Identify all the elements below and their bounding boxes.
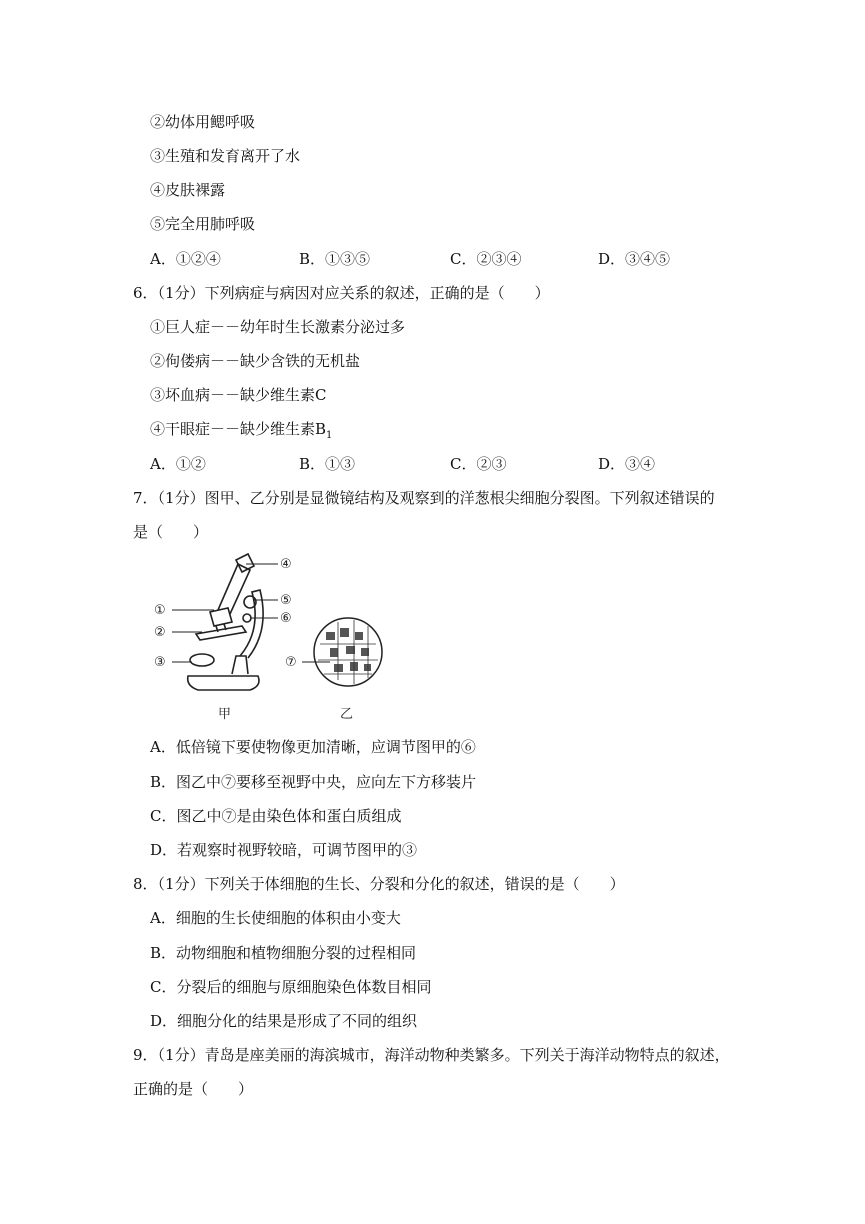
q9-stem-line1: 9．（1分）青岛是座美丽的海滨城市，海洋动物种类繁多。下列关于海洋动物特点的叙述， (133, 1046, 730, 1064)
q6-option-a: A．①② (150, 455, 206, 473)
q6-item-4-subscript: 1 (326, 430, 333, 441)
label-3: ③ (154, 655, 166, 670)
q5-option-a: A．①②④ (150, 250, 221, 268)
microscope-nosepiece (210, 608, 232, 626)
q5-option-c: C．②③④ (450, 250, 522, 268)
microscope-drawing (188, 554, 263, 690)
q6-item-4 (150, 419, 332, 446)
label-1: ① (154, 603, 166, 618)
microscope-eyepiece (236, 554, 254, 572)
microscope-stage (196, 626, 246, 640)
label-4: ④ (280, 557, 292, 572)
q8-option-a: A．细胞的生长使细胞的体积由小变大 (150, 909, 401, 927)
q7-option-a: A．低倍镜下要使物像更加清晰，应调节图甲的⑥ (150, 738, 476, 756)
cell-nuclei (326, 628, 371, 672)
label-5: ⑤ (280, 593, 292, 608)
q9-stem-line2: 正确的是（ ） (133, 1080, 254, 1098)
figure-labels (154, 557, 353, 722)
microscope-base (188, 676, 259, 690)
label-2: ② (154, 625, 166, 640)
q6-option-c: C．②③ (450, 455, 507, 473)
q5-item-4: ④皮肤裸露 (150, 181, 226, 199)
fine-focus-knob (243, 614, 251, 622)
q5-option-d: D．③④⑤ (598, 250, 671, 268)
q7-option-d: D．若观察时视野较暗，可调节图甲的③ (150, 841, 418, 859)
q7-stem-line2: 是（ ） (133, 523, 209, 541)
cell-field (314, 618, 382, 686)
label-6: ⑥ (280, 611, 292, 626)
q5-item-2: ②幼体用鳃呼吸 (150, 113, 256, 131)
q5-option-b: B．①③⑤ (299, 250, 371, 268)
caption-jia: 甲 (218, 707, 232, 722)
microscope-figure (150, 552, 390, 722)
q6-item-4-text: ④干眼症－－缺少维生素B (150, 420, 327, 438)
q8-option-b: B．动物细胞和植物细胞分裂的过程相同 (150, 944, 417, 962)
q7-option-b: B．图乙中⑦要移至视野中央，应向左下方移装片 (150, 773, 477, 791)
q6-item-3: ③坏血病－－缺少维生素C (150, 386, 327, 404)
q8-option-d: D．细胞分化的结果是形成了不同的组织 (150, 1012, 418, 1030)
q6-item-2: ②佝偻病－－缺少含铁的无机盐 (150, 352, 361, 370)
q7-option-c: C．图乙中⑦是由染色体和蛋白质组成 (150, 807, 402, 825)
label-leaders (172, 564, 330, 662)
q6-option-d: D．③④ (598, 455, 656, 473)
caption-yi: 乙 (340, 707, 354, 722)
microscope-mirror (190, 654, 214, 666)
q5-item-3: ③生殖和发育离开了水 (150, 147, 301, 165)
q7-stem-line1: 7．（1分）图甲、乙分别是显微镜结构及观察到的洋葱根尖细胞分裂图。下列叙述错误的 (133, 489, 715, 507)
q8-option-c: C．分裂后的细胞与原细胞染色体数目相同 (150, 978, 432, 996)
microscope-pillar (232, 656, 248, 674)
q6-item-1: ①巨人症－－幼年时生长激素分泌过多 (150, 318, 406, 336)
q5-item-5: ⑤完全用肺呼吸 (150, 215, 256, 233)
q6-stem: 6．（1分）下列病症与病因对应关系的叙述，正确的是（ ） (133, 284, 550, 302)
q8-stem: 8．（1分）下列关于体细胞的生长、分裂和分化的叙述，错误的是（ ） (133, 875, 625, 893)
label-7: ⑦ (285, 655, 297, 670)
q6-option-b: B．①③ (299, 455, 356, 473)
